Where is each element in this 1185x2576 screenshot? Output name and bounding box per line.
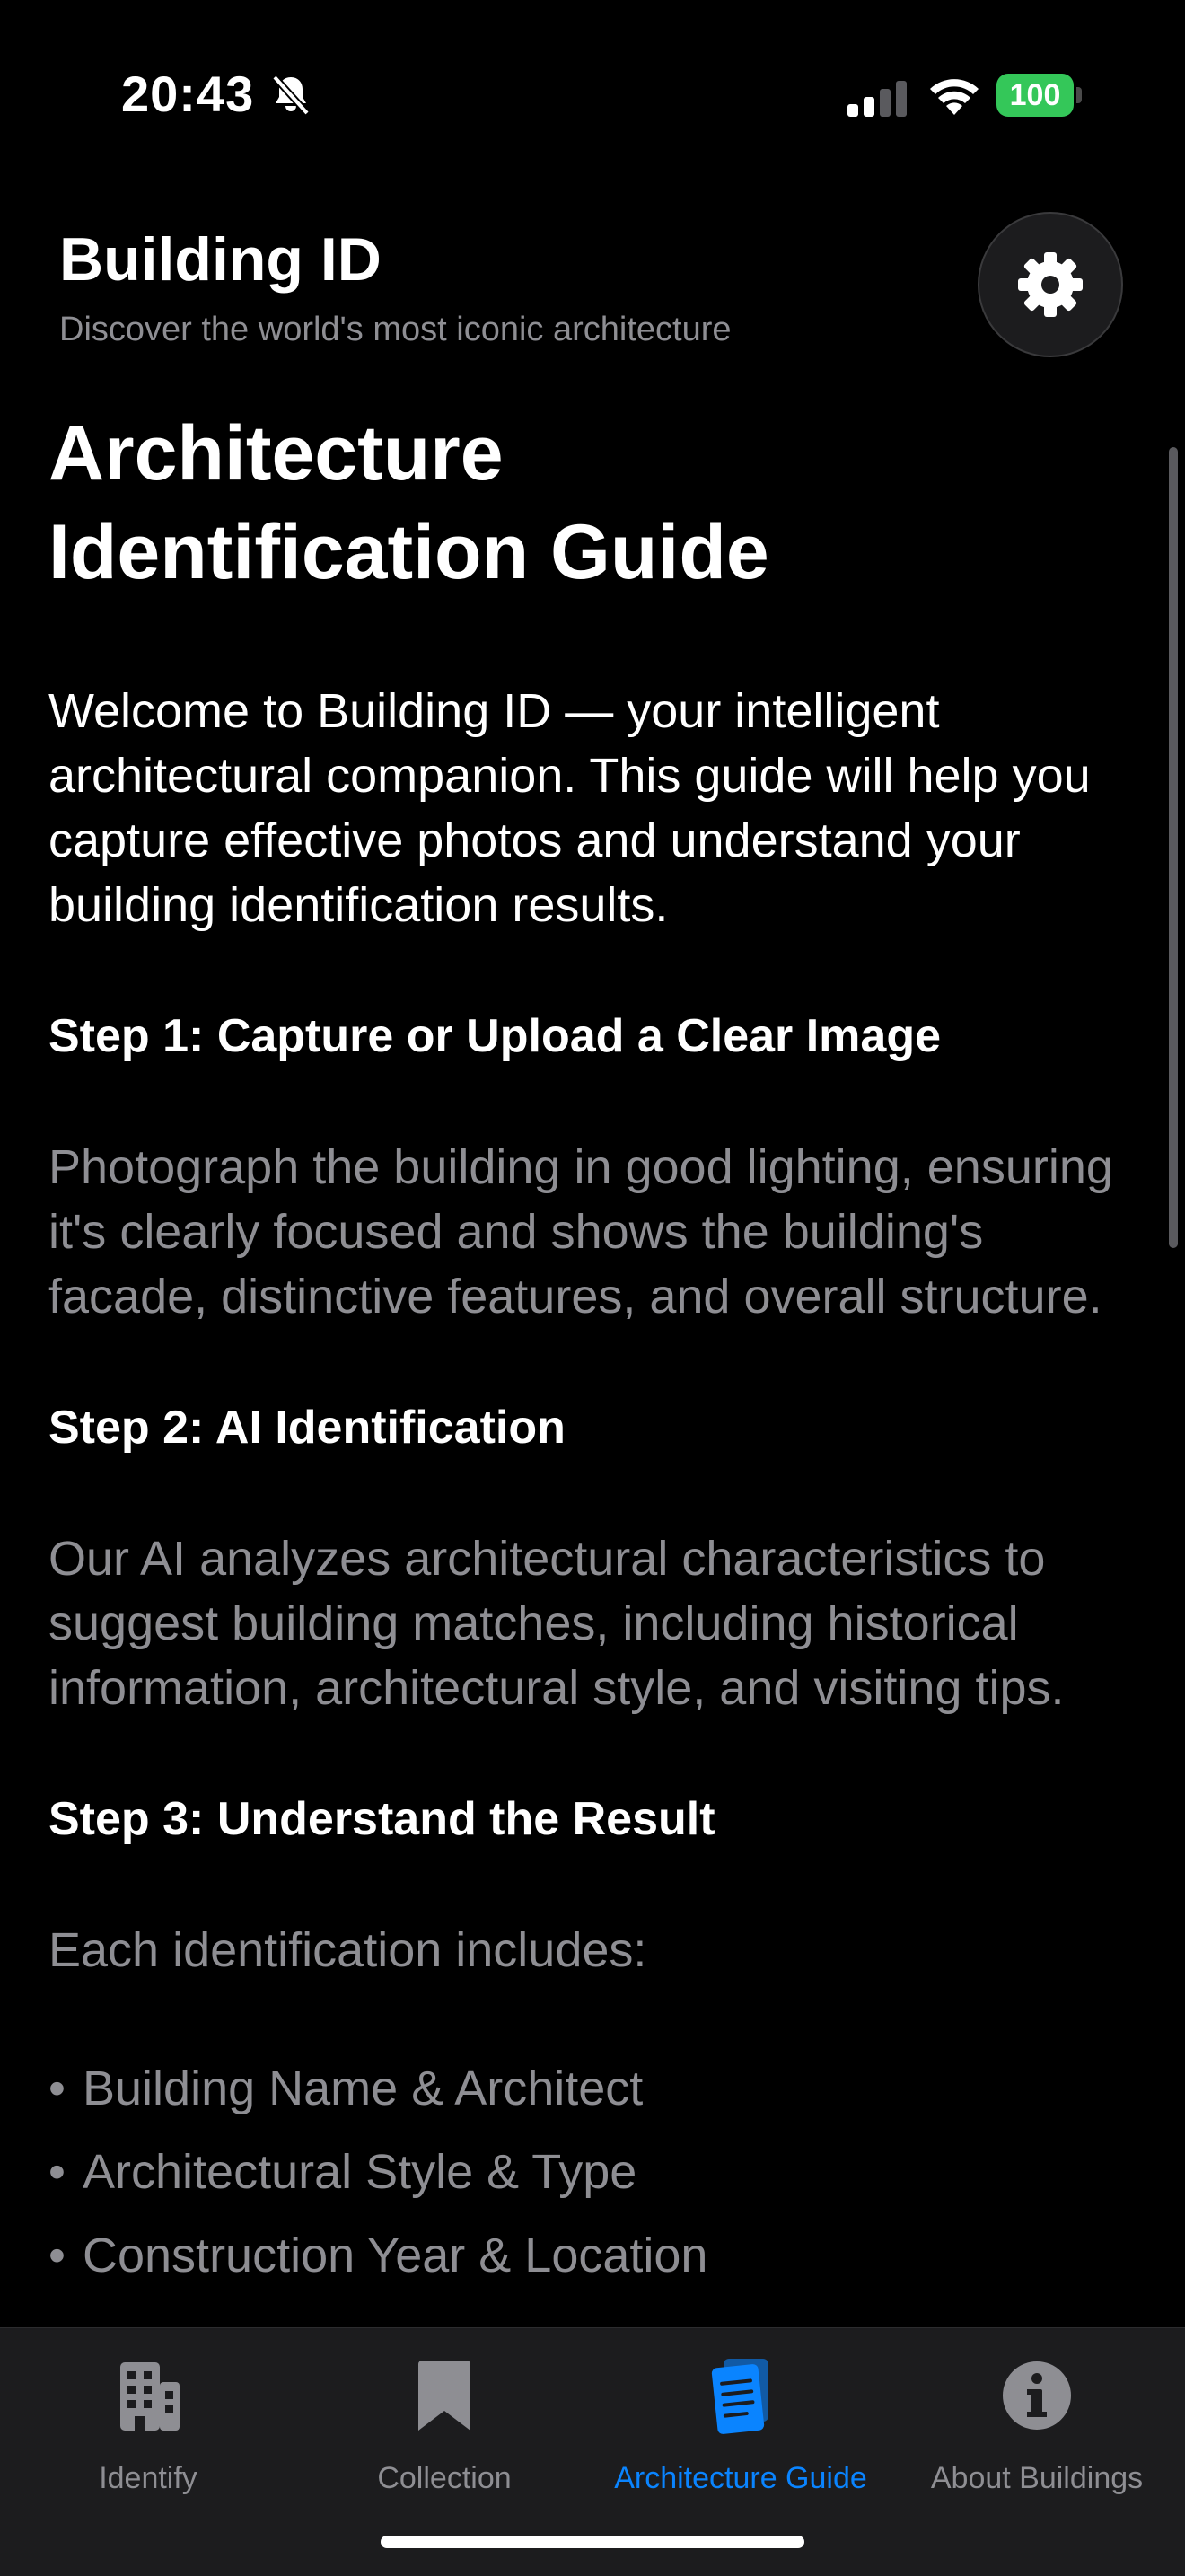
tab-label: Collection [377,2461,512,2495]
list-item-label: Architectural Style & Type [83,2145,637,2199]
scrollbar[interactable] [1169,447,1178,1248]
step-1-heading: Step 1: Capture or Upload a Clear Image [48,1010,942,1062]
guide-title: Architecture Identification Guide [48,410,769,595]
document-icon [700,2355,781,2436]
list-item: • Architectural Style & Type [48,2145,637,2199]
gear-icon [1014,249,1086,321]
info-icon [996,2355,1077,2436]
battery-level: 100 [996,74,1074,117]
list-item-label: Construction Year & Location [83,2229,708,2282]
includes-list [48,2047,1144,2298]
tab-label: Architecture Guide [614,2461,867,2495]
list-item-label: Building Name & Architect [83,2062,644,2115]
building-icon [108,2355,189,2436]
tab-architecture-guide[interactable] [592,2328,889,2526]
list-item: • Construction Year & Location [48,2229,708,2282]
bookmark-icon [404,2355,485,2436]
list-item: • Building Name & Architect [48,2062,644,2115]
app-subtitle: Discover the world's most iconic architecture [59,311,732,348]
tab-collection[interactable] [296,2328,592,2526]
step-3-heading: Step 3: Understand the Result [48,1793,715,1845]
status-time: 20:43 [121,66,255,122]
guide-intro: Welcome to Building ID — your intelligent architectural companion. This guide will help you capture effective photos and understand your building identification results. [48,684,1091,932]
step-2-text: Our AI analyzes architectural characteristics to suggest building matches, including historical information, architectural style, and visiting tips. [48,1532,1065,1715]
tab-about-buildings[interactable] [889,2328,1185,2526]
tab-label: About Buildings [930,2461,1144,2495]
battery-cap [1076,87,1082,103]
bell-slash-icon [268,72,314,119]
cellular-signal-icon [847,81,908,117]
tab-label: Identify [99,2461,198,2495]
step-3-text: Each identification includes: [48,1923,647,1977]
tab-identify[interactable] [0,2328,296,2526]
battery-indicator [996,74,1083,117]
status-bar [0,0,1185,180]
home-indicator[interactable] [381,2536,804,2548]
step-2-heading: Step 2: AI Identification [48,1402,566,1454]
wifi-icon [928,74,980,115]
step-1-text: Photograph the building in good lighting, ensuring it's clearly focused and shows the building's facade, distinctive features, and overall structure. [48,1140,1113,1323]
settings-button[interactable] [978,212,1123,357]
guide-content[interactable] [48,404,1144,2325]
app-title: Building ID [59,225,382,294]
